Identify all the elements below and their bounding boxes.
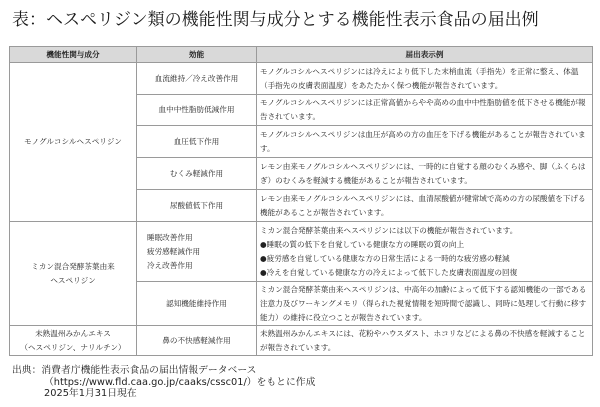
table-row (10, 63, 593, 95)
effect-cell (137, 222, 257, 282)
effect-line: 睡眠改善作用 (147, 232, 193, 242)
effect-cell: 血中中性脂肪低減作用 (137, 95, 257, 126)
example-cell: 未熟温州みかんエキスには、花粉やハウスダスト、ホコリなどによる鼻の不快感を軽減することが報告されています。 (257, 326, 593, 356)
example-line: ミカン混合発酵茶葉由来ヘスペリジンには以下の機能が報告されています。 (260, 225, 518, 235)
component-line: 未熟温州みかんエキス (35, 328, 111, 338)
component-line: ミカン混合発酵茶葉由来 (31, 261, 115, 271)
example-cell: レモン由来モノグルコシルヘスペリジンには、血清尿酸値が健常域で高めの方の尿酸値を下げる機能があることが報告されています。 (257, 190, 593, 222)
component-cell (10, 222, 137, 326)
header-component: 機能性関与成分 (10, 47, 137, 63)
effect-cell: 尿酸値低下作用 (137, 190, 257, 222)
page-title: 表：ヘスペリジン類の機能性関与成分とする機能性表示食品の届出例 (12, 10, 539, 30)
header-effect: 効能 (137, 47, 257, 63)
source-url-line: （https://www.fld.caa.go.jp/caaks/cssc01/）をもとに作成 (44, 376, 316, 388)
effect-cell: 血圧低下作用 (137, 126, 257, 158)
effect-line: 疲労感軽減作用 (147, 246, 201, 256)
example-cell: ミカン混合発酵茶葉由来ヘスペリジンは、中高年の加齢によって低下する認知機能の一部である注意力及びワーキングメモリ（得られた視覚情報を短時間で認識し、同時に処理して行動に移す能力）の維持に役立つことが報告されています。 (257, 282, 593, 326)
example-cell: モノグルコシルヘスペリジンには正常高値からやや高めの血中中性脂肪値を低下させる機能が報告されています。 (257, 95, 593, 126)
effect-cell: 血流維持／冷え改善作用 (137, 63, 257, 95)
table-header-row (10, 47, 593, 63)
effect-cell: むくみ軽減作用 (137, 158, 257, 190)
example-line: ●疲労感を自覚している健康な方の日常生活による一時的な疲労感の軽減 (260, 253, 510, 263)
example-cell: モノグルコシルヘスペリジンには冷えにより低下した末梢血流（手指先）を正常に整え、体温（手指先の皮膚表面温度）をあたたかく保つ機能が報告されています。 (257, 63, 593, 95)
component-cell: モノグルコシルヘスペリジン (10, 63, 137, 222)
effect-cell: 認知機能維持作用 (137, 282, 257, 326)
component-line: ヘスペリジン (50, 275, 96, 285)
table-row (10, 222, 593, 282)
component-line: （ヘスペリジン、ナリルチン） (20, 342, 126, 352)
source-line: 出典：消費者庁機能性表示食品の届出情報データベース (12, 365, 257, 376)
effect-line: 冷え改善作用 (147, 260, 193, 270)
example-line: ●冷えを自覚している健康な方の冷えによって低下した皮膚表面温度の回復 (260, 267, 518, 277)
source-note (12, 365, 315, 400)
notification-table (9, 46, 593, 356)
effect-cell: 鼻の不快感軽減作用 (137, 326, 257, 356)
component-cell (10, 326, 137, 356)
example-cell: レモン由来モノグルコシルヘスペリジンには、一時的に自覚する顔のむくみ感や、脚（ふくらはぎ）のむくみを軽減する機能があることが報告されています。 (257, 158, 593, 190)
example-line: ●睡眠の質の低下を自覚している健康な方の睡眠の質の向上 (260, 239, 465, 249)
example-cell: モノグルコシルヘスペリジンは血圧が高めの方の血圧を下げる機能があることが報告されています。 (257, 126, 593, 158)
header-example: 届出表示例 (257, 47, 593, 63)
source-date-line: 2025年1月31日現在 (44, 388, 137, 399)
table-row (10, 326, 593, 356)
example-cell (257, 222, 593, 282)
